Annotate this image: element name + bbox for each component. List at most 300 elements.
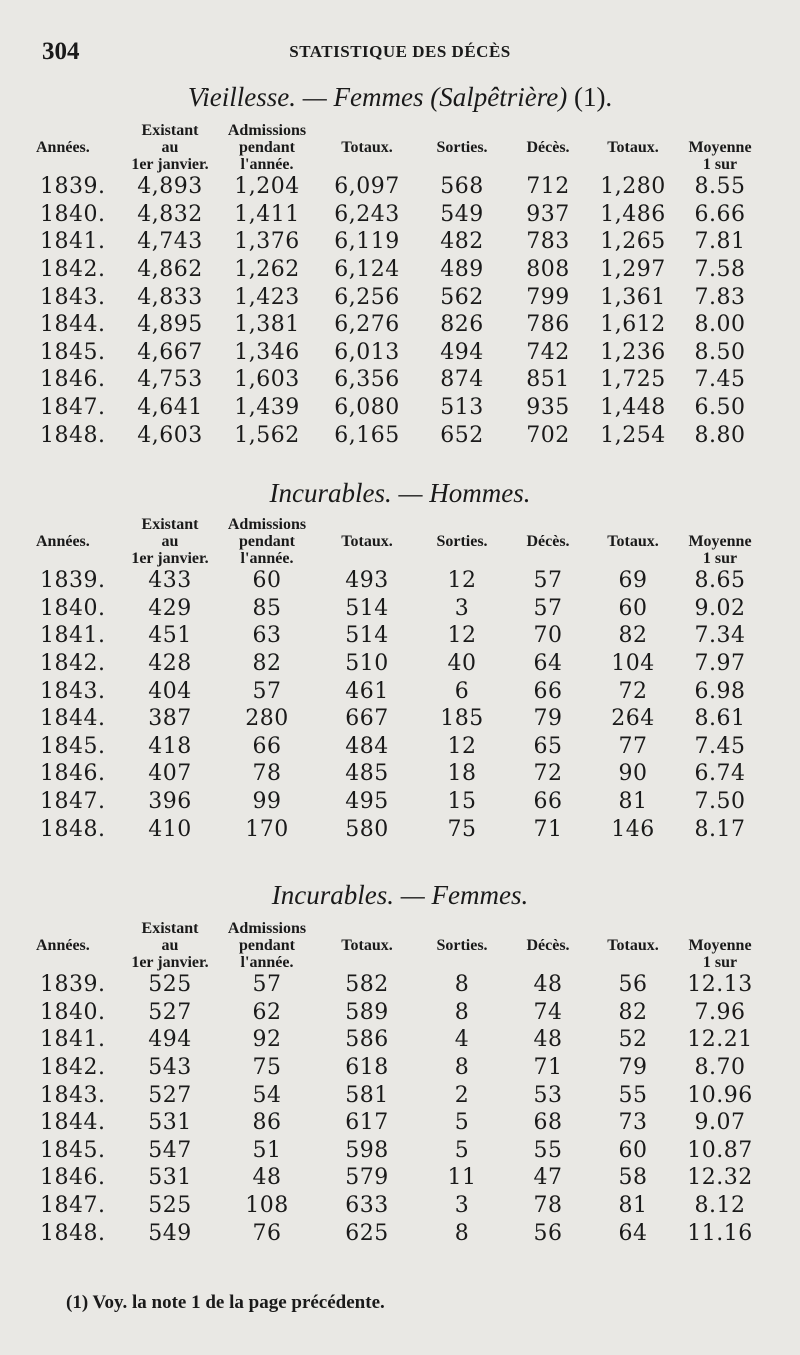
running-title: STATISTIQUE DES DÉCÈS <box>289 42 511 61</box>
section-title-text: Vieillesse. — Femmes (Salpêtrière) <box>187 82 568 112</box>
table-row <box>36 311 762 339</box>
table-body <box>36 971 762 1247</box>
col-existant-1: Existant <box>141 122 199 139</box>
section-title-text: Incurables. — Hommes. <box>269 478 531 508</box>
table-row <box>36 567 762 595</box>
cell-totaux-2: 82 <box>618 999 648 1025</box>
cell-totaux-2: 1,254 <box>600 422 666 448</box>
stats-table-vieillesse-femmes <box>36 122 762 449</box>
col-moyenne-2: 1 sur <box>702 550 738 567</box>
cell-moyenne: 6.66 <box>694 201 746 227</box>
cell-totaux: 495 <box>345 789 389 815</box>
cell-existant: 4,603 <box>137 422 203 448</box>
cell-admissions: 85 <box>252 595 282 621</box>
cell-year: 1839. <box>40 174 106 200</box>
cell-totaux: 6,276 <box>334 312 400 338</box>
cell-admissions: 1,376 <box>234 229 300 255</box>
cell-moyenne: 8.00 <box>694 312 746 338</box>
cell-sorties: 75 <box>447 816 477 842</box>
col-totaux: Totaux. <box>341 937 393 954</box>
cell-admissions: 62 <box>252 999 282 1025</box>
table-row <box>36 971 762 999</box>
cell-existant: 543 <box>148 1055 192 1081</box>
col-annees: Années. <box>36 937 90 954</box>
cell-totaux-2: 1,297 <box>600 257 666 283</box>
cell-totaux-2: 60 <box>618 1137 648 1163</box>
cell-moyenne: 7.34 <box>694 623 746 649</box>
cell-existant: 451 <box>148 623 192 649</box>
col-deces: Décès. <box>526 139 570 156</box>
cell-year: 1848. <box>40 422 106 448</box>
col-totaux: Totaux. <box>341 139 393 156</box>
cell-totaux-2: 1,486 <box>600 201 666 227</box>
cell-existant: 429 <box>148 595 192 621</box>
cell-existant: 4,832 <box>137 201 203 227</box>
cell-year: 1848. <box>40 1220 106 1246</box>
cell-admissions: 99 <box>252 789 282 815</box>
cell-sorties: 3 <box>454 595 470 621</box>
cell-deces: 71 <box>533 816 563 842</box>
cell-admissions: 1,562 <box>234 422 300 448</box>
cell-existant: 525 <box>148 972 192 998</box>
cell-totaux: 598 <box>345 1137 389 1163</box>
cell-sorties: 6 <box>454 678 470 704</box>
cell-totaux-2: 90 <box>618 761 648 787</box>
cell-moyenne: 7.45 <box>694 733 746 759</box>
cell-year: 1839. <box>40 568 106 594</box>
cell-sorties: 482 <box>440 229 484 255</box>
cell-deces: 55 <box>533 1137 563 1163</box>
cell-year: 1840. <box>40 999 106 1025</box>
cell-moyenne: 9.02 <box>694 595 746 621</box>
table-row <box>36 421 762 449</box>
cell-totaux-2: 104 <box>611 651 655 677</box>
table-row <box>36 1054 762 1082</box>
col-existant-3: 1er janvier. <box>131 954 209 971</box>
cell-moyenne: 7.97 <box>694 651 746 677</box>
cell-totaux-2: 73 <box>618 1110 648 1136</box>
col-existant-3: 1er janvier. <box>131 550 209 567</box>
col-admissions-2: pendant <box>238 533 296 550</box>
col-admissions-1: Admissions <box>227 122 307 139</box>
page-number: 304 <box>42 38 80 65</box>
cell-deces: 71 <box>533 1055 563 1081</box>
section-title-incurables-hommes <box>0 478 800 509</box>
cell-deces: 74 <box>533 999 563 1025</box>
table-row <box>36 622 762 650</box>
cell-sorties: 568 <box>440 174 484 200</box>
table-row <box>36 760 762 788</box>
cell-sorties: 489 <box>440 257 484 283</box>
table-row <box>36 339 762 367</box>
cell-year: 1840. <box>40 595 106 621</box>
col-existant-2: au <box>161 533 179 550</box>
cell-admissions: 54 <box>252 1082 282 1108</box>
cell-moyenne: 7.45 <box>694 367 746 393</box>
cell-existant: 407 <box>148 761 192 787</box>
cell-moyenne: 8.65 <box>694 568 746 594</box>
cell-totaux-2: 60 <box>618 595 648 621</box>
cell-admissions: 78 <box>252 761 282 787</box>
cell-totaux: 461 <box>345 678 389 704</box>
cell-deces: 66 <box>533 678 563 704</box>
cell-admissions: 108 <box>245 1193 289 1219</box>
cell-admissions: 57 <box>252 972 282 998</box>
cell-admissions: 48 <box>252 1165 282 1191</box>
cell-existant: 549 <box>148 1220 192 1246</box>
cell-totaux: 617 <box>345 1110 389 1136</box>
cell-moyenne: 6.98 <box>694 678 746 704</box>
cell-year: 1844. <box>40 312 106 338</box>
table-row <box>36 366 762 394</box>
cell-totaux: 514 <box>345 623 389 649</box>
cell-deces: 786 <box>526 312 570 338</box>
col-existant-2: au <box>161 139 179 156</box>
table-row <box>36 788 762 816</box>
cell-sorties: 5 <box>454 1137 470 1163</box>
cell-year: 1845. <box>40 339 106 365</box>
stats-table-incurables-femmes <box>36 920 762 1247</box>
cell-totaux: 6,243 <box>334 201 400 227</box>
cell-totaux-2: 1,236 <box>600 339 666 365</box>
cell-year: 1839. <box>40 972 106 998</box>
cell-existant: 531 <box>148 1165 192 1191</box>
cell-moyenne: 8.12 <box>694 1193 746 1219</box>
col-admissions-1: Admissions <box>227 516 307 533</box>
cell-admissions: 82 <box>252 651 282 677</box>
cell-existant: 4,667 <box>137 339 203 365</box>
section-title-incurables-femmes <box>0 880 800 911</box>
cell-totaux-2: 1,265 <box>600 229 666 255</box>
cell-sorties: 549 <box>440 201 484 227</box>
cell-admissions: 66 <box>252 733 282 759</box>
table-row <box>36 1109 762 1137</box>
cell-year: 1847. <box>40 1193 106 1219</box>
cell-year: 1842. <box>40 1055 106 1081</box>
cell-sorties: 18 <box>447 761 477 787</box>
cell-sorties: 185 <box>440 706 484 732</box>
cell-moyenne: 10.87 <box>687 1137 753 1163</box>
table-row <box>36 201 762 229</box>
cell-year: 1843. <box>40 678 106 704</box>
table-row <box>36 595 762 623</box>
cell-existant: 547 <box>148 1137 192 1163</box>
cell-totaux-2: 79 <box>618 1055 648 1081</box>
cell-admissions: 1,204 <box>234 174 300 200</box>
cell-deces: 72 <box>533 761 563 787</box>
cell-deces: 702 <box>526 422 570 448</box>
table-row <box>36 705 762 733</box>
table-row <box>36 256 762 284</box>
cell-totaux: 6,097 <box>334 174 400 200</box>
cell-totaux-2: 52 <box>618 1027 648 1053</box>
cell-totaux-2: 146 <box>611 816 655 842</box>
cell-moyenne: 8.80 <box>694 422 746 448</box>
cell-totaux: 582 <box>345 972 389 998</box>
table-header <box>36 516 762 567</box>
cell-admissions: 1,423 <box>234 284 300 310</box>
cell-sorties: 8 <box>454 972 470 998</box>
table-row <box>36 1164 762 1192</box>
cell-totaux: 484 <box>345 733 389 759</box>
cell-totaux: 667 <box>345 706 389 732</box>
table-row <box>36 228 762 256</box>
table-row <box>36 999 762 1027</box>
section-title-vieillesse-femmes <box>0 82 800 113</box>
cell-totaux-2: 69 <box>618 568 648 594</box>
table-row <box>36 1219 762 1247</box>
cell-deces: 799 <box>526 284 570 310</box>
cell-deces: 57 <box>533 595 563 621</box>
cell-admissions: 1,346 <box>234 339 300 365</box>
cell-totaux: 618 <box>345 1055 389 1081</box>
cell-existant: 387 <box>148 706 192 732</box>
cell-deces: 712 <box>526 174 570 200</box>
col-deces: Décès. <box>526 937 570 954</box>
cell-deces: 57 <box>533 568 563 594</box>
cell-admissions: 170 <box>245 816 289 842</box>
cell-admissions: 57 <box>252 678 282 704</box>
cell-deces: 48 <box>533 972 563 998</box>
cell-existant: 4,753 <box>137 367 203 393</box>
col-totaux-2: Totaux. <box>607 533 659 550</box>
cell-totaux-2: 82 <box>618 623 648 649</box>
cell-year: 1846. <box>40 367 106 393</box>
cell-existant: 4,862 <box>137 257 203 283</box>
col-admissions-2: pendant <box>238 937 296 954</box>
cell-totaux-2: 1,280 <box>600 174 666 200</box>
cell-totaux: 589 <box>345 999 389 1025</box>
cell-moyenne: 8.17 <box>694 816 746 842</box>
cell-sorties: 652 <box>440 422 484 448</box>
table-body <box>36 173 762 449</box>
cell-existant: 410 <box>148 816 192 842</box>
cell-deces: 64 <box>533 651 563 677</box>
col-existant-1: Existant <box>141 920 199 937</box>
cell-sorties: 874 <box>440 367 484 393</box>
cell-totaux: 514 <box>345 595 389 621</box>
cell-deces: 56 <box>533 1220 563 1246</box>
cell-totaux-2: 55 <box>618 1082 648 1108</box>
cell-sorties: 15 <box>447 789 477 815</box>
cell-admissions: 60 <box>252 568 282 594</box>
cell-admissions: 1,411 <box>234 201 300 227</box>
cell-existant: 4,743 <box>137 229 203 255</box>
cell-year: 1848. <box>40 816 106 842</box>
table-row <box>36 1137 762 1165</box>
cell-totaux-2: 1,361 <box>600 284 666 310</box>
col-moyenne-1: Moyenne <box>688 139 752 156</box>
note-reference: (1). <box>573 82 613 112</box>
cell-moyenne: 11.16 <box>687 1220 753 1246</box>
cell-moyenne: 7.50 <box>694 789 746 815</box>
cell-totaux-2: 56 <box>618 972 648 998</box>
cell-deces: 937 <box>526 201 570 227</box>
col-existant-2: au <box>161 937 179 954</box>
cell-totaux: 6,165 <box>334 422 400 448</box>
col-admissions-2: pendant <box>238 139 296 156</box>
cell-existant: 525 <box>148 1193 192 1219</box>
cell-deces: 851 <box>526 367 570 393</box>
cell-moyenne: 12.13 <box>687 972 753 998</box>
cell-existant: 4,833 <box>137 284 203 310</box>
col-sorties: Sorties. <box>436 139 488 156</box>
cell-sorties: 2 <box>454 1082 470 1108</box>
cell-deces: 66 <box>533 789 563 815</box>
page-header <box>0 38 800 70</box>
table-row <box>36 173 762 201</box>
cell-moyenne: 7.58 <box>694 257 746 283</box>
col-admissions-1: Admissions <box>227 920 307 937</box>
cell-sorties: 12 <box>447 568 477 594</box>
cell-year: 1843. <box>40 284 106 310</box>
cell-totaux-2: 72 <box>618 678 648 704</box>
cell-existant: 4,641 <box>137 395 203 421</box>
cell-existant: 4,895 <box>137 312 203 338</box>
cell-admissions: 1,381 <box>234 312 300 338</box>
cell-deces: 742 <box>526 339 570 365</box>
cell-sorties: 3 <box>454 1193 470 1219</box>
cell-admissions: 86 <box>252 1110 282 1136</box>
col-admissions-3: l'année. <box>240 156 294 173</box>
cell-moyenne: 8.70 <box>694 1055 746 1081</box>
table-row <box>36 815 762 843</box>
cell-deces: 65 <box>533 733 563 759</box>
table-row <box>36 1026 762 1054</box>
col-annees: Années. <box>36 533 90 550</box>
cell-totaux: 6,256 <box>334 284 400 310</box>
cell-deces: 808 <box>526 257 570 283</box>
col-deces: Décès. <box>526 533 570 550</box>
cell-totaux-2: 81 <box>618 1193 648 1219</box>
cell-sorties: 8 <box>454 999 470 1025</box>
cell-sorties: 826 <box>440 312 484 338</box>
cell-year: 1841. <box>40 229 106 255</box>
cell-deces: 78 <box>533 1193 563 1219</box>
cell-moyenne: 7.83 <box>694 284 746 310</box>
cell-totaux: 625 <box>345 1220 389 1246</box>
cell-moyenne: 9.07 <box>694 1110 746 1136</box>
cell-deces: 935 <box>526 395 570 421</box>
col-sorties: Sorties. <box>436 533 488 550</box>
cell-admissions: 76 <box>252 1220 282 1246</box>
cell-existant: 396 <box>148 789 192 815</box>
cell-existant: 527 <box>148 1082 192 1108</box>
cell-year: 1846. <box>40 761 106 787</box>
cell-totaux: 586 <box>345 1027 389 1053</box>
cell-sorties: 11 <box>447 1165 477 1191</box>
stats-table-incurables-hommes <box>36 516 762 843</box>
col-annees: Années. <box>36 139 90 156</box>
cell-admissions: 63 <box>252 623 282 649</box>
col-existant-1: Existant <box>141 516 199 533</box>
cell-year: 1843. <box>40 1082 106 1108</box>
footnote: (1) Voy. la note 1 de la page précédente. <box>66 1292 385 1313</box>
table-row <box>36 733 762 761</box>
table-row <box>36 283 762 311</box>
cell-deces: 79 <box>533 706 563 732</box>
cell-sorties: 5 <box>454 1110 470 1136</box>
cell-sorties: 513 <box>440 395 484 421</box>
table-row <box>36 1192 762 1220</box>
cell-totaux-2: 1,612 <box>600 312 666 338</box>
cell-existant: 4,893 <box>137 174 203 200</box>
cell-totaux: 493 <box>345 568 389 594</box>
cell-totaux: 581 <box>345 1082 389 1108</box>
cell-moyenne: 12.32 <box>687 1165 753 1191</box>
cell-deces: 48 <box>533 1027 563 1053</box>
cell-moyenne: 10.96 <box>687 1082 753 1108</box>
cell-totaux: 633 <box>345 1193 389 1219</box>
cell-totaux: 6,124 <box>334 257 400 283</box>
cell-year: 1841. <box>40 623 106 649</box>
cell-year: 1844. <box>40 1110 106 1136</box>
table-body <box>36 567 762 843</box>
cell-admissions: 1,262 <box>234 257 300 283</box>
cell-sorties: 494 <box>440 339 484 365</box>
cell-existant: 428 <box>148 651 192 677</box>
cell-sorties: 8 <box>454 1220 470 1246</box>
table-header <box>36 122 762 173</box>
cell-sorties: 4 <box>454 1027 470 1053</box>
cell-totaux: 510 <box>345 651 389 677</box>
col-admissions-3: l'année. <box>240 550 294 567</box>
col-totaux-2: Totaux. <box>607 139 659 156</box>
cell-totaux: 6,080 <box>334 395 400 421</box>
col-sorties: Sorties. <box>436 937 488 954</box>
cell-year: 1844. <box>40 706 106 732</box>
cell-deces: 53 <box>533 1082 563 1108</box>
col-moyenne-2: 1 sur <box>702 954 738 971</box>
cell-moyenne: 7.96 <box>694 999 746 1025</box>
col-moyenne-1: Moyenne <box>688 937 752 954</box>
cell-year: 1840. <box>40 201 106 227</box>
cell-year: 1847. <box>40 789 106 815</box>
cell-totaux-2: 58 <box>618 1165 648 1191</box>
cell-year: 1846. <box>40 1165 106 1191</box>
table-row <box>36 650 762 678</box>
cell-moyenne: 6.74 <box>694 761 746 787</box>
cell-existant: 531 <box>148 1110 192 1136</box>
cell-existant: 418 <box>148 733 192 759</box>
col-existant-3: 1er janvier. <box>131 156 209 173</box>
cell-existant: 527 <box>148 999 192 1025</box>
col-moyenne-2: 1 sur <box>702 156 738 173</box>
table-row <box>36 677 762 705</box>
cell-moyenne: 8.50 <box>694 339 746 365</box>
cell-totaux-2: 77 <box>618 733 648 759</box>
table-row <box>36 1081 762 1109</box>
cell-totaux-2: 1,725 <box>600 367 666 393</box>
cell-existant: 404 <box>148 678 192 704</box>
cell-existant: 433 <box>148 568 192 594</box>
cell-admissions: 51 <box>252 1137 282 1163</box>
col-moyenne-1: Moyenne <box>688 533 752 550</box>
cell-year: 1845. <box>40 1137 106 1163</box>
cell-totaux: 6,013 <box>334 339 400 365</box>
cell-deces: 47 <box>533 1165 563 1191</box>
cell-admissions: 92 <box>252 1027 282 1053</box>
cell-existant: 494 <box>148 1027 192 1053</box>
col-totaux-2: Totaux. <box>607 937 659 954</box>
cell-moyenne: 12.21 <box>687 1027 753 1053</box>
cell-totaux: 579 <box>345 1165 389 1191</box>
cell-sorties: 40 <box>447 651 477 677</box>
cell-totaux: 485 <box>345 761 389 787</box>
cell-admissions: 1,603 <box>234 367 300 393</box>
col-admissions-3: l'année. <box>240 954 294 971</box>
cell-totaux-2: 1,448 <box>600 395 666 421</box>
